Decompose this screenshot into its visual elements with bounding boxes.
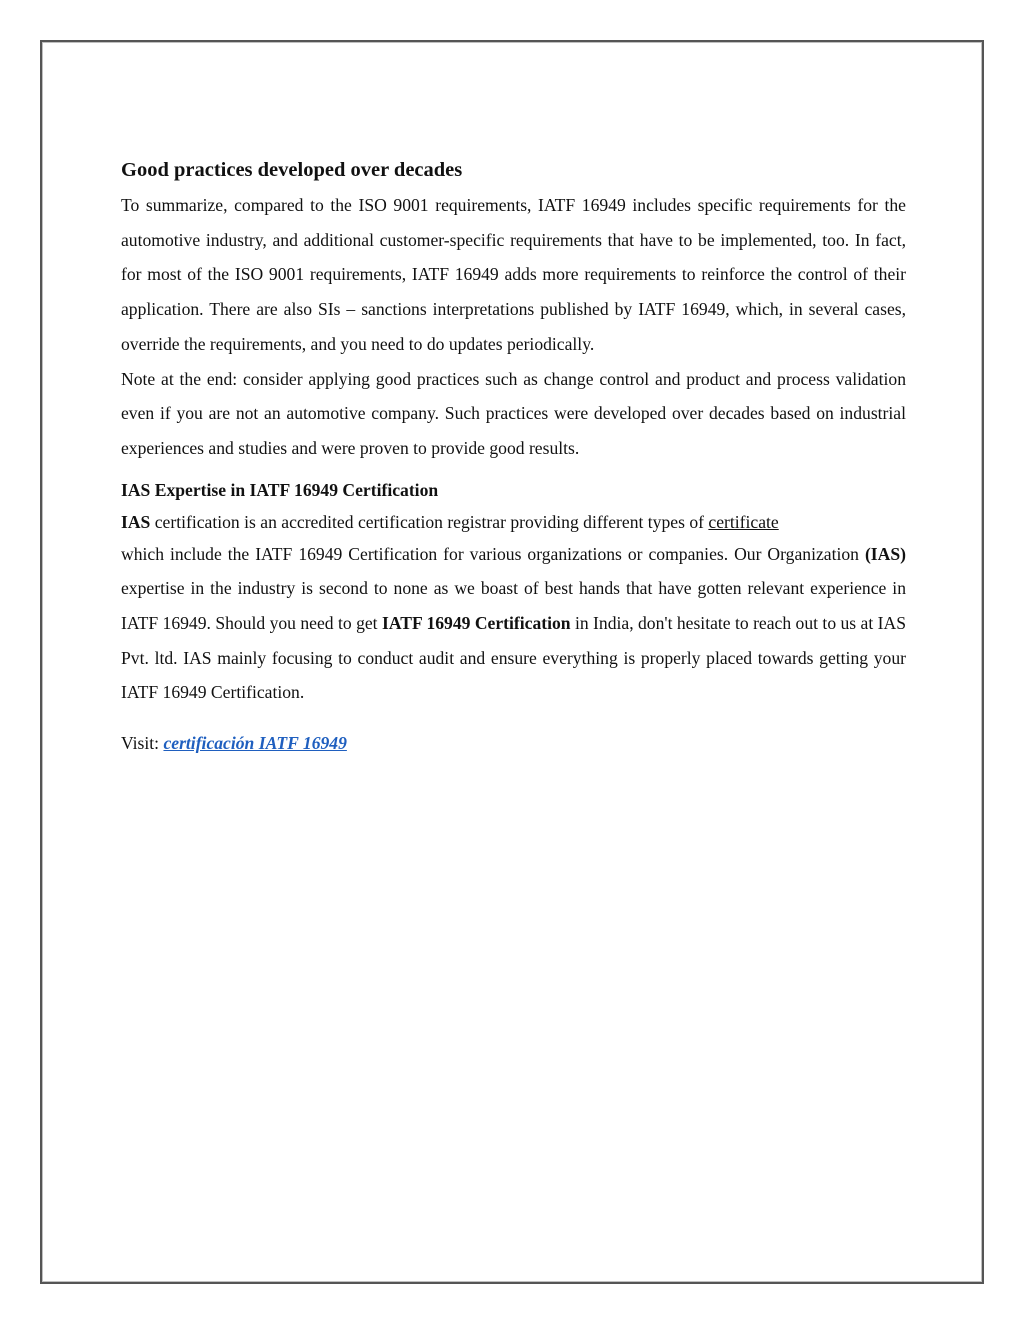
ias-details-text-b: expertise in the industry is second to none as we boast of best hands that have gotten relevant experience in IATF 16949. Should you need to get bbox=[121, 578, 906, 634]
ias-bold-label: IAS bbox=[121, 511, 151, 532]
ias-intro-text: certification is an accredited certification registrar providing different types of bbox=[150, 511, 709, 532]
visit-label: Visit: bbox=[121, 733, 164, 754]
paragraph-ias-intro bbox=[121, 507, 906, 537]
visit-link[interactable]: certificación IATF 16949 bbox=[163, 733, 347, 754]
certificate-link[interactable]: certificate bbox=[708, 511, 779, 532]
ias-org-bold: (IAS) bbox=[864, 543, 906, 564]
iatf-certification-bold: IATF 16949 Certification bbox=[381, 613, 571, 634]
ias-details-text-c: in India, don't hesitate to reach out to us at IAS Pvt. ltd. IAS mainly focusing to conduct audit and ensure everything is properly placed towards getting your IATF 16949 Certification. bbox=[121, 613, 907, 703]
paragraph-note: Note at the end: consider applying good practices such as change control and product and process validation even if you are not an automotive company. Such practices were developed over decades based on industrial experiences and studies and were proven to provide good results. bbox=[121, 368, 906, 458]
paragraph-summary: To summarize, compared to the ISO 9001 requirements, IATF 16949 includes specific requirements for the automotive industry, and additional customer-specific requirements that have to be implemented, too. In fact, for most of the ISO 9001 requirements, IATF 16949 adds more requirements to reinforce the control of their application. There are also SIs – sanctions interpretations published by IATF 16949, which, in several cases, override the requirements, and you need to do updates periodically. bbox=[121, 195, 906, 354]
section-heading-good-practices: Good practices developed over decades bbox=[121, 159, 463, 181]
document-body bbox=[121, 155, 906, 760]
section-heading-ias-expertise: IAS Expertise in IATF 16949 Certification bbox=[121, 479, 439, 500]
paragraph-ias-details bbox=[121, 537, 906, 711]
visit-line bbox=[121, 726, 906, 760]
ias-details-text-a: which include the IATF 16949 Certification for various organizations or companies. Our Organization bbox=[121, 543, 865, 564]
